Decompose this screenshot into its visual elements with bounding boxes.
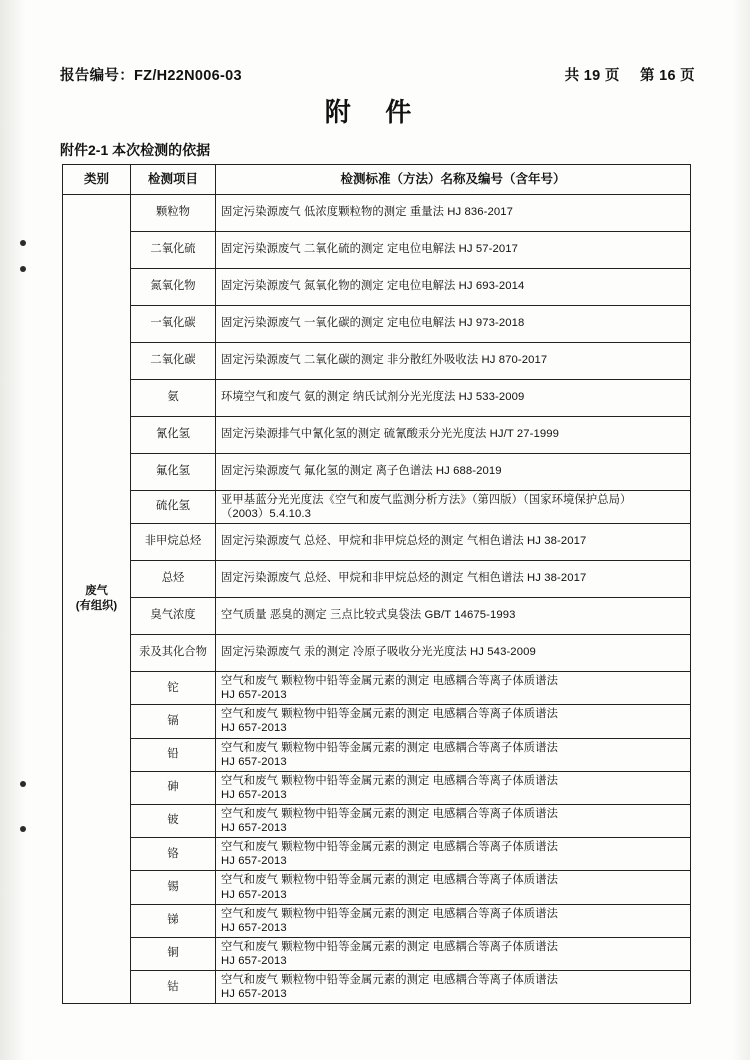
test-standard: 固定污染源废气 总烃、甲烷和非甲烷总烃的测定 气相色谱法 HJ 38-2017: [216, 561, 691, 598]
test-standard: [216, 738, 691, 771]
test-standard-line1: 空气和废气 颗粒物中铅等金属元素的测定 电感耦合等离子体质谱法: [221, 940, 558, 953]
test-standard-line2: HJ 657-2013: [221, 954, 287, 967]
table-row: [63, 342, 691, 379]
test-standard: [216, 904, 691, 937]
column-header-standard: 检测标准（方法）名称及编号（含年号）: [216, 165, 691, 195]
test-standard-line1: 空气和废气 颗粒物中铅等金属元素的测定 电感耦合等离子体质谱法: [221, 774, 558, 787]
report-number: 报告编号：FZ/H22N006-03: [60, 68, 242, 84]
table-row: [63, 524, 691, 561]
test-standard-line2: HJ 657-2013: [221, 855, 287, 868]
table-row: [63, 268, 691, 305]
test-standard-line2: HJ 657-2013: [221, 888, 287, 901]
table-row: [63, 598, 691, 635]
table-row: [63, 416, 691, 453]
table-row: [63, 937, 691, 970]
document-header: [60, 64, 695, 85]
test-standard: 固定污染源废气 一氧化碳的测定 定电位电解法 HJ 973-2018: [216, 305, 691, 342]
table-row: [63, 490, 691, 523]
test-standard-line2: HJ 657-2013: [221, 788, 287, 801]
test-item: 氰化氢: [131, 416, 216, 453]
test-standard: [216, 490, 691, 523]
test-standard: [216, 937, 691, 970]
test-standard-line1: 空气和废气 颗粒物中铅等金属元素的测定 电感耦合等离子体质谱法: [221, 841, 558, 854]
table-row: [63, 738, 691, 771]
test-standard-line2: HJ 657-2013: [221, 822, 287, 835]
test-item: 一氧化碳: [131, 305, 216, 342]
current-page: 第 16 页: [640, 68, 695, 84]
section-title: 附件2-1 本次检测的依据: [60, 142, 211, 158]
test-item: 氮氧化物: [131, 268, 216, 305]
column-header-category: 类别: [63, 165, 131, 195]
test-item: 铜: [131, 937, 216, 970]
test-item: 锡: [131, 871, 216, 904]
test-standard: 环境空气和废气 氨的测定 纳氏试剂分光光度法 HJ 533-2009: [216, 379, 691, 416]
test-standard: 固定污染源废气 低浓度颗粒物的测定 重量法 HJ 836-2017: [216, 194, 691, 231]
total-pages: 共 19 页: [564, 68, 620, 84]
test-standard-line1: 空气和废气 颗粒物中铅等金属元素的测定 电感耦合等离子体质谱法: [221, 874, 558, 887]
test-item: 铬: [131, 838, 216, 871]
punch-hole-mark: [20, 826, 26, 832]
test-standard: [216, 971, 691, 1004]
test-standard: [216, 771, 691, 804]
table-row: [63, 672, 691, 705]
table-row: [63, 771, 691, 804]
table-row: [63, 904, 691, 937]
standards-table: [62, 164, 691, 1004]
test-standard: 空气质量 恶臭的测定 三点比较式臭袋法 GB/T 14675-1993: [216, 598, 691, 635]
test-standard-line2: HJ 657-2013: [221, 755, 287, 768]
column-header-item: 检测项目: [131, 165, 216, 195]
test-item: 锑: [131, 904, 216, 937]
category-label-line1: 废气: [85, 584, 108, 597]
test-standard: 固定污染源废气 二氧化碳的测定 非分散红外吸收法 HJ 870-2017: [216, 342, 691, 379]
test-item: 铅: [131, 738, 216, 771]
test-item: 钴: [131, 971, 216, 1004]
test-standard: [216, 838, 691, 871]
test-standard: 固定污染源废气 汞的测定 冷原子吸收分光光度法 HJ 543-2009: [216, 635, 691, 672]
table-row: [63, 635, 691, 672]
test-item: 砷: [131, 771, 216, 804]
table-row: [63, 305, 691, 342]
test-standard: 固定污染源废气 二氧化硫的测定 定电位电解法 HJ 57-2017: [216, 231, 691, 268]
test-item: 镉: [131, 705, 216, 738]
punch-hole-mark: [20, 781, 26, 787]
table-row: [63, 231, 691, 268]
test-standard-line2: HJ 657-2013: [221, 921, 287, 934]
table-row: [63, 705, 691, 738]
test-standard: [216, 705, 691, 738]
test-item: 铊: [131, 672, 216, 705]
test-standard: 固定污染源废气 氮氧化物的测定 定电位电解法 HJ 693-2014: [216, 268, 691, 305]
table-row: [63, 453, 691, 490]
test-standard-line1: 空气和废气 颗粒物中铅等金属元素的测定 电感耦合等离子体质谱法: [221, 974, 558, 987]
test-item: 氨: [131, 379, 216, 416]
test-item: 氟化氢: [131, 453, 216, 490]
test-standard: 固定污染源废气 总烃、甲烷和非甲烷总烃的测定 气相色谱法 HJ 38-2017: [216, 524, 691, 561]
table-row: [63, 838, 691, 871]
test-item: 非甲烷总烃: [131, 524, 216, 561]
table-row: [63, 194, 691, 231]
test-standard-line1: 空气和废气 颗粒物中铅等金属元素的测定 电感耦合等离子体质谱法: [221, 807, 558, 820]
test-standard-line1: 空气和废气 颗粒物中铅等金属元素的测定 电感耦合等离子体质谱法: [221, 708, 558, 721]
table-header-row: [63, 165, 691, 195]
test-standard: [216, 804, 691, 837]
table-row: [63, 971, 691, 1004]
table-row: [63, 871, 691, 904]
test-standard-line2: HJ 657-2013: [221, 722, 287, 735]
test-standard-line2: HJ 657-2013: [221, 689, 287, 702]
test-standard-line2: （2003）5.4.10.3: [221, 507, 311, 520]
test-standard: 固定污染源排气中氰化氢的测定 硫氰酸汞分光光度法 HJ/T 27-1999: [216, 416, 691, 453]
category-cell: [63, 194, 131, 1003]
test-standard-line1: 空气和废气 颗粒物中铅等金属元素的测定 电感耦合等离子体质谱法: [221, 675, 558, 688]
test-item: 铍: [131, 804, 216, 837]
test-item: 臭气浓度: [131, 598, 216, 635]
table-row: [63, 804, 691, 837]
test-item: 硫化氢: [131, 490, 216, 523]
test-item: 颗粒物: [131, 194, 216, 231]
test-item: 二氧化碳: [131, 342, 216, 379]
test-item: 总烃: [131, 561, 216, 598]
table-row: [63, 561, 691, 598]
page-title: 附 件: [324, 98, 426, 127]
test-item: 二氧化硫: [131, 231, 216, 268]
test-standard-line1: 亚甲基蓝分光光度法《空气和废气监测分析方法》（第四版）（国家环境保护总局）: [221, 493, 632, 506]
test-standard: [216, 672, 691, 705]
punch-hole-mark: [20, 240, 26, 246]
test-standard: [216, 871, 691, 904]
category-label-line2: (有组织): [75, 600, 118, 613]
punch-hole-mark: [20, 266, 26, 272]
test-standard: 固定污染源废气 氟化氢的测定 离子色谱法 HJ 688-2019: [216, 453, 691, 490]
table-row: [63, 379, 691, 416]
test-standard-line1: 空气和废气 颗粒物中铅等金属元素的测定 电感耦合等离子体质谱法: [221, 741, 558, 754]
test-standard-line1: 空气和废气 颗粒物中铅等金属元素的测定 电感耦合等离子体质谱法: [221, 907, 558, 920]
page-indicator: [549, 64, 695, 85]
test-item: 汞及其化合物: [131, 635, 216, 672]
test-standard-line2: HJ 657-2013: [221, 988, 287, 1001]
